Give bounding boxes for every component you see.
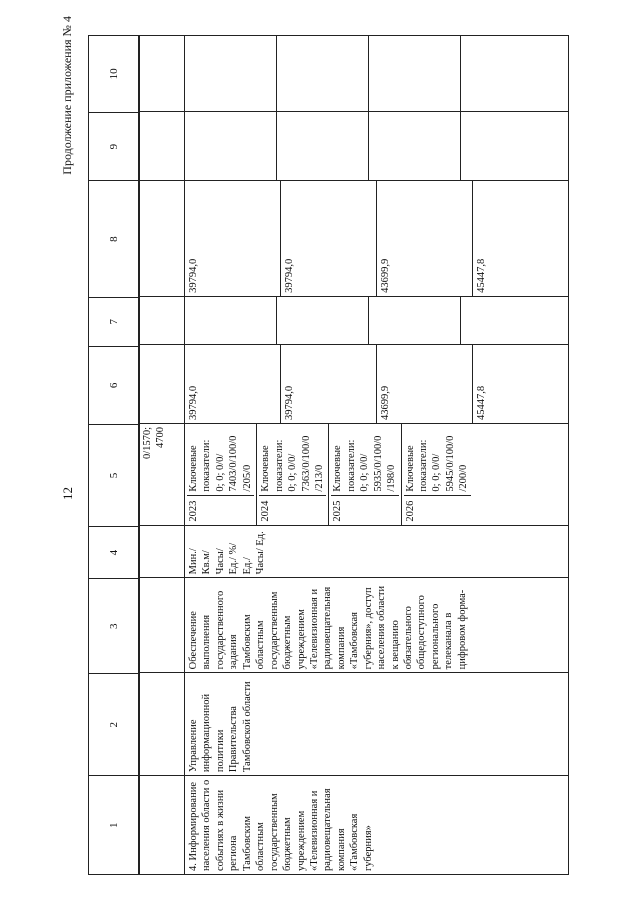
- funding-value: 39794,0: [280, 345, 376, 423]
- header-cell: 4: [89, 526, 140, 579]
- responsible-cell: Управление информационной политики Правительства Тамбовской области: [185, 673, 569, 776]
- indicator-text: Ключевые показатели: 0; 0; 0/0/ 5935/0/100/0 /198/0: [331, 432, 398, 496]
- header-cell: 6: [89, 346, 140, 425]
- indicator-text: Ключевые показатели: 0; 0; 0/0/ 7363/0/100/0 /213/0: [259, 432, 326, 496]
- funding-cell: [185, 345, 569, 424]
- table-row: [185, 36, 569, 875]
- funding-value: 39794,0: [188, 385, 199, 420]
- funding-value: 45447,8: [472, 345, 568, 423]
- page-number: 12: [60, 487, 75, 500]
- header-cell: 9: [89, 112, 140, 181]
- regional-budget-value: 45447,8: [472, 181, 568, 296]
- header-cell: 5: [89, 425, 140, 526]
- header-cell: 10: [89, 36, 140, 113]
- year-block: [328, 424, 400, 525]
- regional-budget-cell: [185, 180, 569, 296]
- appendix-label: Продолжение приложения № 4: [60, 16, 74, 175]
- indicator-text: Ключевые показатели: 0; 0; 0/0/ 7403/0/100/0 /205/0: [187, 432, 254, 496]
- funding-value: 43699,9: [376, 345, 472, 423]
- year-block: [256, 424, 328, 525]
- year-label: 2023: [188, 500, 199, 522]
- header-cell: 3: [89, 579, 140, 674]
- header-cell: 2: [89, 674, 140, 776]
- year-label: 2024: [260, 500, 272, 522]
- description-cell: Обеспечение выполнения государственного задания Тамбовским областным государственным бюджетным учреждением «Телевизионная и радиовещательная компания «Тамбовская губерния», доступ населения области к вещанию обязательного общедоступного регионального телеканала в цифровом форма-: [185, 578, 569, 673]
- year-block: [185, 424, 256, 525]
- header-cell: 8: [89, 181, 140, 297]
- year-label: 2025: [332, 500, 344, 522]
- event-name-cell: 4. Информирование населения области о событиях в жизни региона Тамбовским областным государственным бюджетным учреждением «Телевизионная и радиовещательная компания «Тамбовская губерния»: [185, 776, 569, 875]
- prev-row-value: 0/1570; 4700: [139, 423, 185, 525]
- indicator-text: Ключевые показатели: 0; 0; 0/0/ 5945/0/100/0 /200/0: [404, 432, 471, 496]
- header-cell: 7: [89, 297, 140, 346]
- regional-budget-value: 39794,0: [188, 258, 199, 293]
- year-block: [401, 424, 473, 525]
- year-label: 2026: [404, 500, 416, 522]
- column-header-table: [88, 35, 140, 875]
- units-cell: Мин./ Кв.м/ Часы/ Ед./ %/ Ед./ Часы/ Ед.: [185, 525, 569, 578]
- data-table: [138, 35, 569, 875]
- regional-budget-value: 43699,9: [376, 181, 472, 296]
- table-row: [139, 36, 185, 875]
- header-cell: 1: [89, 776, 140, 875]
- regional-budget-value: 39794,0: [280, 181, 376, 296]
- indicators-cell: [185, 423, 569, 525]
